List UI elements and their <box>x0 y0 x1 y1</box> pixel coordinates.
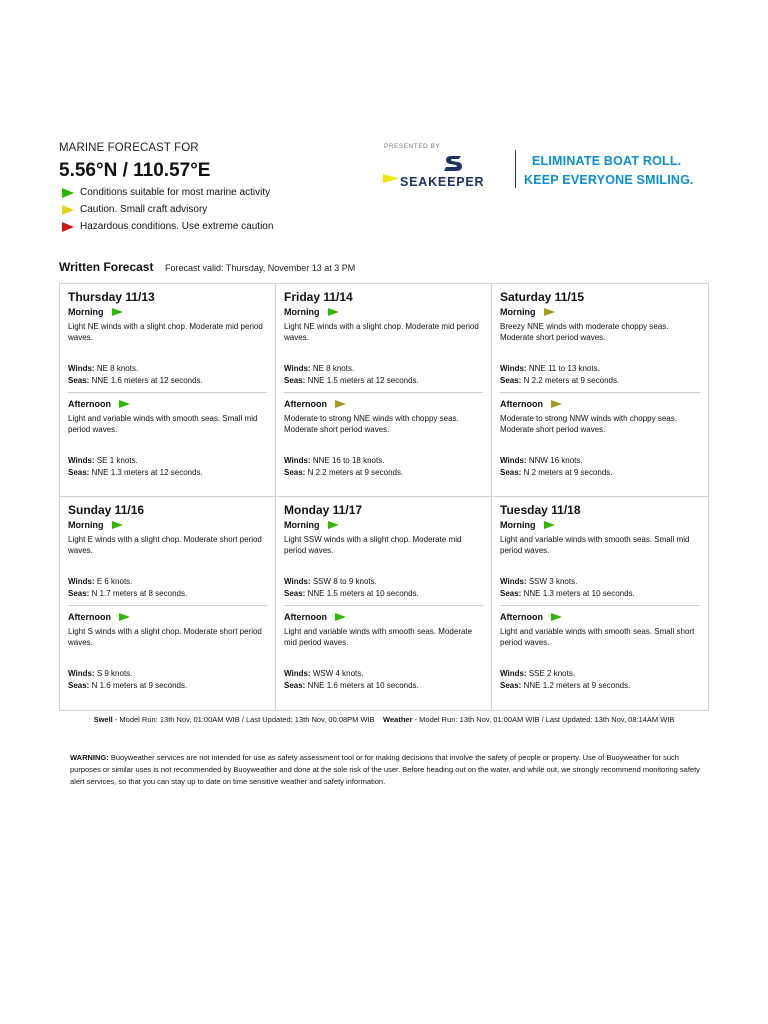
location-coordinates: 5.56°N / 110.57°E <box>59 160 211 181</box>
seas-label: Seas: <box>284 376 306 385</box>
day-title: Thursday 11/13 <box>68 290 155 304</box>
winds-value: NNE 16 to 18 knots. <box>312 456 385 465</box>
winds-line <box>68 455 267 467</box>
winds-line <box>500 668 700 680</box>
seas-label: Seas: <box>500 681 522 690</box>
period-label: Morning <box>284 307 320 317</box>
seas-label: Seas: <box>284 468 306 477</box>
winds-label: Winds: <box>500 577 527 586</box>
seas-value: N 1.7 meters at 8 seconds. <box>91 589 188 598</box>
period-morning <box>500 307 700 317</box>
period-description: Light and variable winds with smooth seas. Moderate mid period waves. <box>284 627 473 647</box>
period-divider <box>500 605 700 606</box>
weather-text: - Model Run: 13th Nov, 01:00AM WIB / Last Updated: 13th Nov, 08:14AM WIB <box>412 715 675 724</box>
seas-label: Seas: <box>68 468 90 477</box>
seas-value: NNE 1.5 meters at 10 seconds. <box>307 589 419 598</box>
period-divider <box>284 392 483 393</box>
day-title: Sunday 11/16 <box>68 503 145 517</box>
seas-label: Seas: <box>500 468 522 477</box>
winds-line <box>284 363 483 375</box>
seas-value: N 1.6 meters at 9 seconds. <box>91 681 188 690</box>
period-label: Morning <box>68 307 104 317</box>
seas-value: N 2 meters at 9 seconds. <box>523 468 613 477</box>
day-card <box>492 284 708 497</box>
green-flag-icon <box>544 521 555 529</box>
period-afternoon <box>68 399 267 409</box>
swell-text: - Model Run: 13th Nov, 01:00AM WIB / Last Updated: 13th Nov, 00:08PM WIB <box>112 715 375 724</box>
day-title: Friday 11/14 <box>284 290 353 304</box>
winds-label: Winds: <box>500 669 527 678</box>
olive-flag-icon <box>551 400 562 408</box>
day-card <box>60 497 276 710</box>
winds-line <box>284 668 483 680</box>
winds-value: E 6 knots. <box>96 577 133 586</box>
period-description: Light E winds with a slight chop. Moderate short period waves. <box>68 535 262 555</box>
period-label: Afternoon <box>284 399 327 409</box>
period-description: Moderate to strong NNE winds with choppy seas. Moderate short period waves. <box>284 414 459 434</box>
seas-line <box>68 467 267 479</box>
seas-value: N 2.2 meters at 9 seconds. <box>523 376 620 385</box>
legend-text: Hazardous conditions. Use extreme caution <box>80 221 274 232</box>
winds-value: NNW 16 knots. <box>528 456 583 465</box>
period-afternoon <box>284 612 483 622</box>
winds-value: SSW 8 to 9 knots. <box>312 577 377 586</box>
green-flag-icon <box>328 308 339 316</box>
seas-line <box>68 588 267 600</box>
period-label: Morning <box>68 520 104 530</box>
period-label: Afternoon <box>68 399 111 409</box>
sponsor-tagline-2: KEEP EVERYONE SMILING. <box>524 173 694 187</box>
period-label: Afternoon <box>68 612 111 622</box>
winds-label: Winds: <box>500 456 527 465</box>
period-afternoon <box>68 612 267 622</box>
winds-label: Winds: <box>68 456 95 465</box>
winds-value: S 9 knots. <box>96 669 133 678</box>
olive-flag-icon <box>335 400 346 408</box>
sponsor-tagline-1: ELIMINATE BOAT ROLL. <box>532 154 682 168</box>
winds-value: NE 8 knots. <box>96 364 139 373</box>
legend-item-green <box>62 187 270 198</box>
winds-line <box>284 455 483 467</box>
warning-text: Buoyweather services are not intended for use as safety assessment tool or for making decisions that involve the safety of people or property. Use of Buoyweather for such purposes or similar uses is not recommended by Buoyweather and done at the sole risk of the user. Before heading out on the water, and while out, we strongly recommend monitoring safety alert services, so that you can stay up to date on time sensitive weather and safety information. <box>70 753 700 786</box>
presented-by-label: PRESENTED BY <box>384 143 441 150</box>
period-description: Light and variable winds with smooth seas. Small short period waves. <box>500 627 695 647</box>
seas-line <box>500 588 700 600</box>
seas-line <box>284 680 483 692</box>
period-label: Morning <box>500 307 536 317</box>
period-afternoon <box>284 399 483 409</box>
forecast-label: MARINE FORECAST FOR <box>59 142 199 154</box>
period-label: Afternoon <box>284 612 327 622</box>
sponsor-divider <box>515 150 516 188</box>
period-morning <box>500 520 700 530</box>
period-description: Light and variable winds with smooth seas. Small mid period waves. <box>500 535 690 555</box>
winds-value: SSE 2 knots. <box>528 669 576 678</box>
period-morning <box>68 520 267 530</box>
period-description: Light NE winds with a slight chop. Moderate mid period waves. <box>284 322 479 342</box>
winds-value: SSW 3 knots. <box>528 577 578 586</box>
seas-value: N 2.2 meters at 9 seconds. <box>307 468 404 477</box>
winds-line <box>68 363 267 375</box>
winds-value: SE 1 knots. <box>96 456 138 465</box>
seas-value: NNE 1.3 meters at 12 seconds. <box>91 468 203 477</box>
olive-flag-icon <box>544 308 555 316</box>
seas-label: Seas: <box>68 681 90 690</box>
winds-label: Winds: <box>284 456 311 465</box>
seas-label: Seas: <box>500 589 522 598</box>
period-afternoon <box>500 399 700 409</box>
winds-line <box>68 668 267 680</box>
legend-item-red <box>62 221 273 232</box>
winds-label: Winds: <box>284 577 311 586</box>
day-card <box>276 497 492 710</box>
winds-value: WSW 4 knots. <box>312 669 364 678</box>
winds-line <box>500 576 700 588</box>
green-flag-icon <box>112 308 123 316</box>
winds-label: Winds: <box>68 669 95 678</box>
red-flag-icon <box>62 222 74 232</box>
written-forecast-title: Written Forecast <box>59 260 154 274</box>
warning-label: WARNING: <box>70 753 109 762</box>
weather-label: Weather <box>383 715 413 724</box>
period-morning <box>284 307 483 317</box>
forecast-grid <box>59 283 709 711</box>
winds-label: Winds: <box>284 669 311 678</box>
winds-line <box>68 576 267 588</box>
period-label: Afternoon <box>500 399 543 409</box>
legend-text: Conditions suitable for most marine activity <box>80 187 271 198</box>
seas-value: NNE 1.2 meters at 9 seconds. <box>523 681 631 690</box>
period-divider <box>68 392 267 393</box>
green-flag-icon <box>328 521 339 529</box>
winds-line <box>500 455 700 467</box>
period-morning <box>284 520 483 530</box>
seas-line <box>500 680 700 692</box>
safety-warning <box>70 752 702 788</box>
period-divider <box>284 605 483 606</box>
seas-label: Seas: <box>68 589 90 598</box>
period-divider <box>500 392 700 393</box>
seas-line <box>284 588 483 600</box>
seas-value: NNE 1.5 meters at 12 seconds. <box>307 376 419 385</box>
seas-value: NNE 1.6 meters at 10 seconds. <box>307 681 419 690</box>
winds-line <box>500 363 700 375</box>
winds-label: Winds: <box>284 364 311 373</box>
period-label: Afternoon <box>500 612 543 622</box>
seakeeper-brand: SEAKEEPER <box>400 175 485 189</box>
period-description: Breezy NNE winds with moderate choppy seas. Moderate short period waves. <box>500 322 669 342</box>
forecast-valid-text: Forecast valid: Thursday, November 13 at 3 PM <box>165 263 356 273</box>
period-description: Light SSW winds with a slight chop. Moderate mid period waves. <box>284 535 462 555</box>
swell-label: Swell <box>93 715 113 724</box>
legend-text: Caution. Small craft advisory <box>80 204 208 215</box>
green-flag-icon <box>62 188 74 198</box>
day-title: Saturday 11/15 <box>500 290 585 304</box>
period-afternoon <box>500 612 700 622</box>
seas-line <box>500 375 700 387</box>
period-description: Light S winds with a slight chop. Moderate short period waves. <box>68 627 262 647</box>
seas-line <box>68 680 267 692</box>
period-description: Moderate to strong NNW winds with choppy seas. Moderate short period waves. <box>500 414 677 434</box>
period-description: Light and variable winds with smooth seas. Small mid period waves. <box>68 414 258 434</box>
yellow-flag-icon <box>62 205 74 215</box>
green-flag-icon <box>335 613 346 621</box>
period-divider <box>68 605 267 606</box>
model-run-footnote <box>59 714 709 726</box>
green-flag-icon <box>119 613 130 621</box>
winds-line <box>284 576 483 588</box>
seas-label: Seas: <box>68 376 90 385</box>
period-description: Light NE winds with a slight chop. Moderate mid period waves. <box>68 322 263 342</box>
legend-item-yellow <box>62 204 207 215</box>
green-flag-icon <box>119 400 130 408</box>
period-morning <box>68 307 267 317</box>
seas-value: NNE 1.6 meters at 12 seconds. <box>91 376 203 385</box>
day-title: Monday 11/17 <box>284 503 363 517</box>
day-card <box>60 284 276 497</box>
green-flag-icon <box>112 521 123 529</box>
period-label: Morning <box>284 520 320 530</box>
seas-line <box>284 467 483 479</box>
seas-line <box>284 375 483 387</box>
seas-line <box>68 375 267 387</box>
period-label: Morning <box>500 520 536 530</box>
winds-label: Winds: <box>68 577 95 586</box>
seas-value: NNE 1.3 meters at 10 seconds. <box>523 589 635 598</box>
seas-label: Seas: <box>500 376 522 385</box>
seas-line <box>500 467 700 479</box>
seas-label: Seas: <box>284 681 306 690</box>
day-card <box>276 284 492 497</box>
winds-value: NE 8 knots. <box>312 364 355 373</box>
seas-label: Seas: <box>284 589 306 598</box>
day-title: Tuesday 11/18 <box>500 503 581 517</box>
green-flag-icon <box>551 613 562 621</box>
day-card <box>492 497 708 710</box>
winds-value: NNE 11 to 13 knots. <box>528 364 600 373</box>
winds-label: Winds: <box>500 364 527 373</box>
winds-label: Winds: <box>68 364 95 373</box>
